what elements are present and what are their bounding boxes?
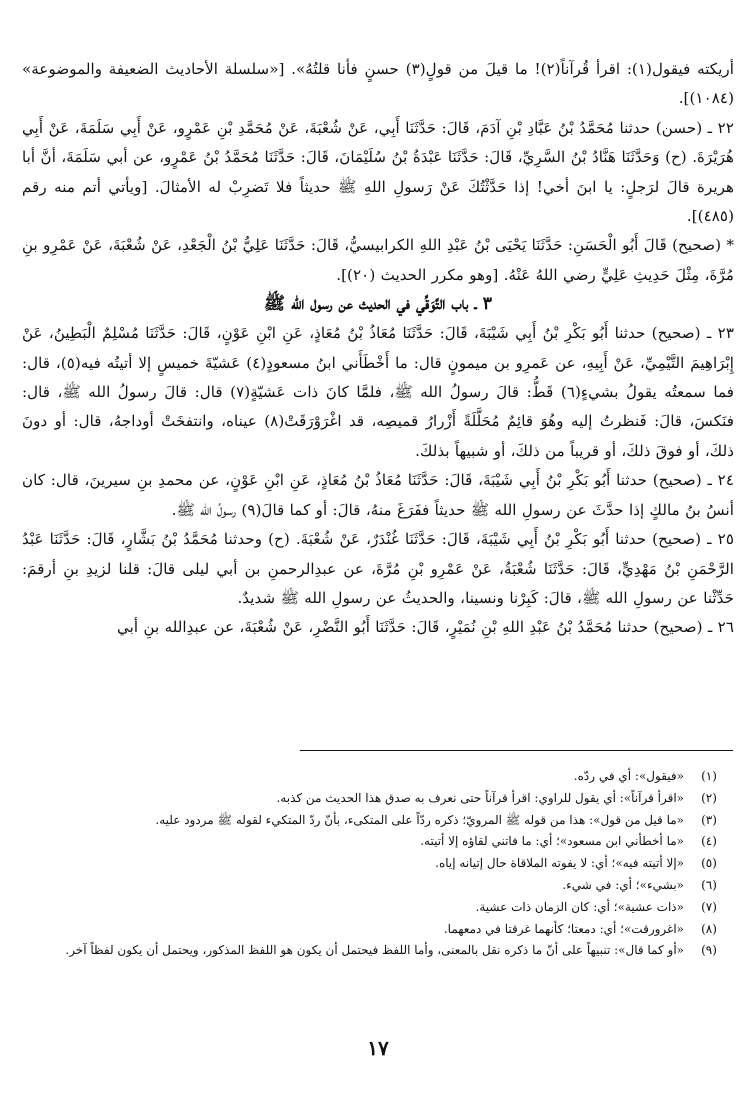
footnote-number: (٣) (701, 812, 717, 827)
page-number: ١٧ (367, 1036, 389, 1060)
footnote-number: (٧) (701, 899, 717, 914)
footnote-text: «اغرورقت»؛ أي: دمعتا؛ كأنهما غرقتا في دمعهما. (443, 921, 684, 936)
footnote-number: (٤) (701, 834, 717, 849)
footnote (22, 831, 734, 853)
footnote-text: «أو كما قال»: تنبيهاً على أنّ ما ذكره نقل بالمعنى، وأما اللفظ فيحتمل أن يكون هو اللفظ المذكور، ويحتمل أن يكون لفظاً آخر. (65, 943, 684, 958)
hadith-23: ٢٣ ـ (صحيح) حدثنا أَبُو بَكْرِ بْنُ أَبِي شَيْبَةَ، قَالَ: حَدَّثَنَا مُعَاذُ بْنُ مُعَاذٍ، عَنِ ابْنِ عَوْنٍ، قَالَ: حَدَّثَنَا مُسْلِمٌ الْبَطِينُ، عَنْ إِبْرَاهِيمَ التَّيْمِيِّ، عَنْ أَبِيهِ، عن عَمرِو بن ميمونٍ قال: ما أَخْطَأَني ابنُ مسعودٍ(٤) عَشيّةَ خميسٍ إلا أتيتُه فيه(٥)، قال: فما سمعتُه يقولُ بشيءٍ(٦) قَطُّ: قالَ رسولُ الله ﷺ، فلمَّا كانَ ذات عَشيّةٍ(٧) قال: قالَ رسولُ الله ﷺ، قال: فنَكسَ، قالَ: فَنظرتُ إليه وهُوَ قائِمٌ مُحَلَّلَةً أَزْرارُ قميصِه، قد اغْرَوْرَقَتْ(٨) عيناه، وانتفخَتْ أوداجهُ، قال: أو دونَ ذلكَ، أو فوقَ ذلكَ، أو قريباً من ذلكَ، أو شبيهاً بذلكَ. (22, 324, 735, 460)
footnote-text: «بشيء»؛ أي: في شيء. (562, 877, 684, 892)
hadith-26: ٢٦ ـ (صحيح) حدثنا مُحَمَّدُ بْنُ عَبْدِ اللهِ بْنِ نُمَيْرٍ، قَالَ: حَدَّثَنَا أَبُو النَّضْرِ، عَنْ شُعْبَةَ، عن عبدِالله بنِ أبي (117, 618, 734, 637)
hadith-25: ٢٥ ـ (صحيح) حدثنا أَبُو بَكْرِ بْنُ أَبِي شَيْبَةَ، قَالَ: حَدَّثَنَا غُنْدَرٌ، عَنْ شُعْبَةَ. (ح) وحدثنا مُحَمَّدُ بْنُ بَشَّارٍ، قَالَ: حَدَّثَنَا عَبْدُ الرَّحْمَنِ بْنُ مَهْدِيٍّ، قَالَ: حَدَّثَنَا شُعْبَةُ، عَنْ عَمْرِو بْنِ مُرَّةَ، عن عبدِالرحمنِ بن أبي ليلى قالَ: قلنا لزيدِ بنِ أرقمَ: حَدِّثْنا عن رسولِ الله ﷺ، قالَ: كَبِرْنا ونسينا، والحديثُ عن رسولِ الله ﷺ شديدٌ. (22, 530, 734, 607)
footnote-number: (٩) (701, 943, 717, 958)
footnote-number: (٨) (701, 921, 717, 936)
footnote-text: «ما قيل من قول»: هذا من قوله ﷺ المرويّ؛ ذكره ردّاً على المتكىء، بأنّ ردّ المتكيء لقوله ﷺ مردود عليه. (155, 812, 684, 827)
hadith-22: ٢٢ ـ (حسن) حدثنا مُحَمَّدُ بْنُ عَبَّادِ بْنِ آدَمَ، قَالَ: حَدَّثَنَا أَبِي، عَنْ شُعْبَةَ، عَنْ مُحَمَّدِ بْنِ عَمْرٍو، عَنْ أَبِي سَلَمَةَ، عَنْ أَبِي هُرَيْرَةَ. (ح) وَحَدَّثَنَا هَنَّادُ بْنُ السَّرِيِّ، قَالَ: حَدَّثَنَا عَبْدَةُ بْنُ سُلَيْمَانَ، قَالَ: حَدَّثَنَا مُحَمَّدُ بْنُ عَمْرٍو، عن أبي سَلَمَةَ، أنَّ أبا هريرة قالَ لرَجلٍ: يا ابنَ أخي! إذا حَدَّثْتُكَ عَنْ رَسولِ اللهِ ﷺ حديثاً فلا تَضرِبْ له الأمثالَ. [ويأتي أتم منه رقم (٤٨٥)]. (22, 118, 734, 226)
paragraph-continuation: أريكته فيقول(١): اقرأ قُرآناً(٢)! ما قيلَ من قولٍ(٣) حسنٍ فأنا قلتُهُ». [«سلسلة الأحاديث الضعيفة والموضوعة» (١٠٨٤)]. (22, 60, 734, 108)
footnotes (22, 766, 734, 962)
footnote-number: (٢) (701, 790, 717, 805)
footnote (22, 788, 734, 810)
footnote-number: (٦) (701, 877, 717, 892)
footnote-number: (١) (701, 769, 717, 783)
footnote (22, 919, 734, 941)
footnote-text: «إلا أتيته فيه»؛ أي: لا يفوته الملاقاة حال إتيانه إياه. (435, 856, 684, 871)
footnote (22, 766, 734, 788)
footnote-text: «ذات عشية»؛ أي: كان الزمان ذات عشية. (475, 899, 684, 914)
footnote (22, 810, 734, 832)
main-text (22, 55, 734, 643)
hadith-22-supplement: * (صحيح) قَالَ أَبُو الْحَسَنِ: حَدَّثَنَا يَحْيَى بْنُ عَبْدِ اللهِ الكرابيسيُّ، قَالَ: حَدَّثَنَا عَلِيُّ بْنُ الْجَعْدِ، عَنْ شُعْبَةَ، عَنْ عَمْرِو بنِ مُرَّةَ، مِثْلَ حَدِيثِ عَلِيٍّ رضي اللهُ عَنْهُ. [وهو مكرر الحديث (٢٠)]. (22, 236, 734, 284)
footnote (22, 940, 734, 962)
footnote-text: «ما أخطأني ابن مسعود»؛ أي: ما فاتني لقاؤه إلا أتيته. (420, 834, 684, 849)
footnote (22, 897, 734, 919)
footnote-text: «اقرأ قرآناً»: أي يقول للراوي: اقرأ قرآناً حتى نعرف به صدق هذا الحديث من كذبه. (276, 790, 684, 805)
footnote-divider (300, 750, 733, 751)
footnote (22, 875, 734, 897)
chapter-heading: ٣ ـ باب التَّوَقِّي في الحديث عن رسول الله ﷺ (263, 294, 493, 315)
footnote-text: «فيقول»: أي في ردّه. (573, 769, 684, 783)
footnote-number: (٥) (701, 856, 717, 871)
hadith-24: ٢٤ ـ (صحيح) حدثنا أَبُو بَكْرِ بْنُ أَبِي شَيْبَةَ، قَالَ: حَدَّثَنَا مُعَاذُ بْنُ مُعَاذٍ، عَنِ ابْنِ عَوْنٍ، عن محمدِ بنِ سيرينَ، قال: كان أنسُ بنُ مالكٍ إذا حدَّثَ عن رسولِ الله ﷺ حديثاً ففَرَغَ منهُ، قالَ: أو كما قالَ(٩) رسولُ الله ﷺ. (22, 471, 734, 519)
footnote (22, 853, 734, 875)
